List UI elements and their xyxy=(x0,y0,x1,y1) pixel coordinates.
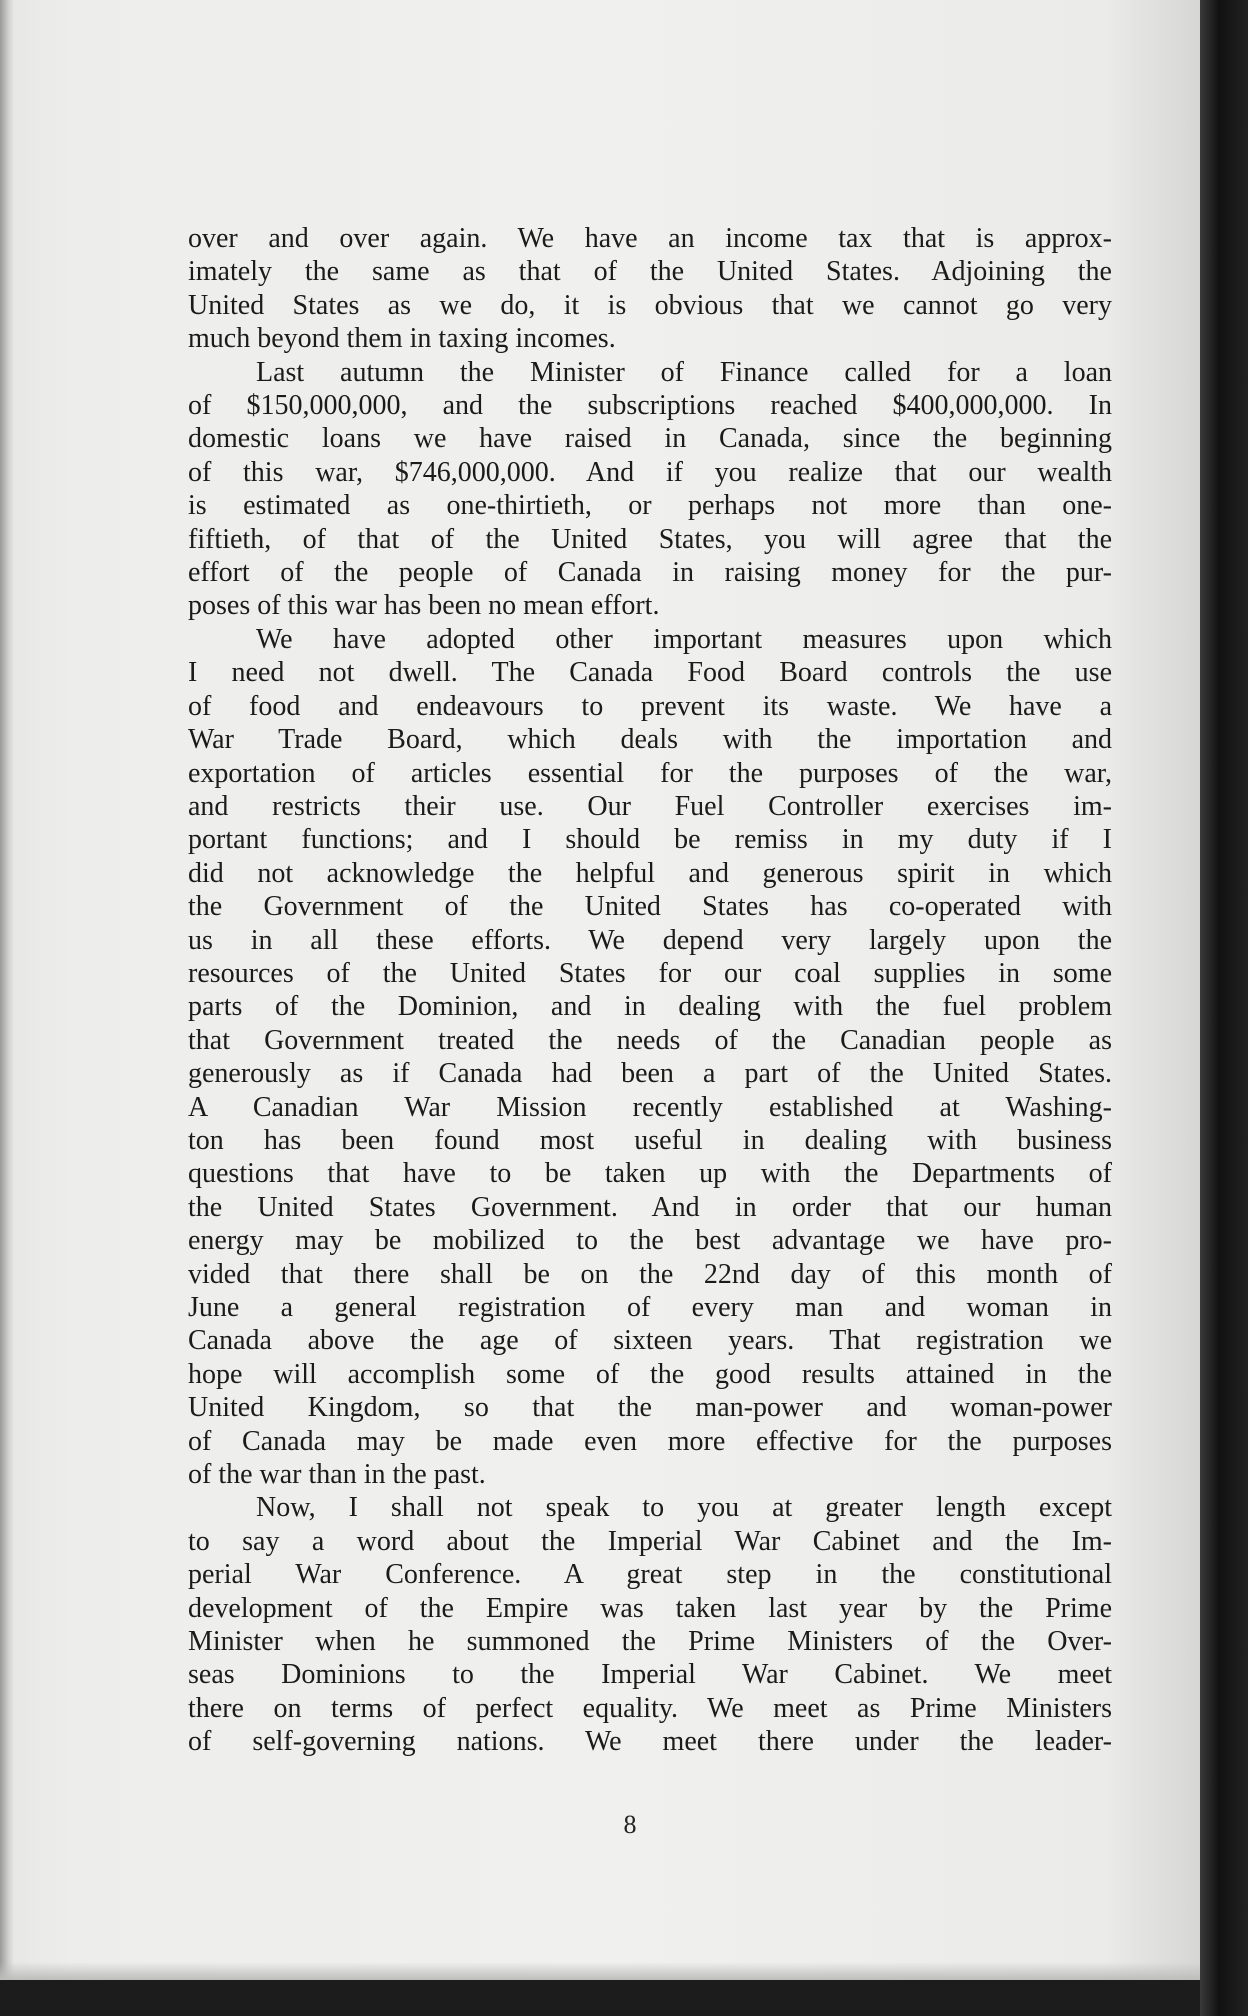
text-line: A Canadian War Mission recently established at Washing- xyxy=(188,1091,1112,1123)
text-line: of this war, $746,000,000. And if you realize that our wealth xyxy=(188,456,1112,488)
text-line: of food and endeavours to prevent its waste. We have a xyxy=(188,690,1112,722)
text-line: generously as if Canada had been a part of the United States. xyxy=(188,1058,1112,1090)
text-line: portant functions; and I should be remiss in my duty if I xyxy=(188,824,1112,856)
text-line: energy may be mobilized to the best advantage we have pro- xyxy=(188,1225,1112,1257)
text-line: of self-governing nations. We meet there under the leader- xyxy=(188,1726,1112,1758)
text-line: imately the same as that of the United States. Adjoining the xyxy=(188,256,1112,288)
text-line: effort of the people of Canada in raising money for the pur- xyxy=(188,557,1112,589)
text-line: is estimated as one-thirtieth, or perhaps not more than one- xyxy=(188,490,1112,522)
text-line: Now, I shall not speak to you at greater length except xyxy=(256,1492,1112,1524)
book-spine xyxy=(1200,0,1248,2016)
text-line: perial War Conference. A great step in the constitutional xyxy=(188,1559,1112,1591)
text-line: development of the Empire was taken last year by the Prime xyxy=(188,1592,1112,1624)
text-line: the United States Government. And in order that our human xyxy=(188,1191,1112,1223)
text-line: United States as we do, it is obvious that we cannot go very xyxy=(188,289,1112,321)
text-line: Minister when he summoned the Prime Ministers of the Over- xyxy=(188,1626,1112,1658)
page-left-edge xyxy=(0,0,14,1980)
text-line: parts of the Dominion, and in dealing with the fuel problem xyxy=(188,991,1112,1023)
text-line: hope will accomplish some of the good results attained in the xyxy=(188,1358,1112,1390)
text-line: and restricts their use. Our Fuel Controller exercises im- xyxy=(188,790,1112,822)
text-line: seas Dominions to the Imperial War Cabinet. We meet xyxy=(188,1659,1112,1691)
text-line: of the war than in the past. xyxy=(188,1459,486,1491)
text-line: that Government treated the needs of the Canadian people as xyxy=(188,1024,1112,1056)
text-line: us in all these efforts. We depend very largely upon the xyxy=(188,924,1112,956)
text-line: did not acknowledge the helpful and generous spirit in which xyxy=(188,857,1112,889)
text-line: War Trade Board, which deals with the importation and xyxy=(188,724,1112,756)
text-line: vided that there shall be on the 22nd day of this month of xyxy=(188,1258,1112,1290)
text-line: United Kingdom, so that the man-power and woman-power xyxy=(188,1392,1112,1424)
text-line: fiftieth, of that of the United States, you will agree that the xyxy=(188,523,1112,555)
text-line: Canada above the age of sixteen years. That registration we xyxy=(188,1325,1112,1357)
text-line: resources of the United States for our coal supplies in some xyxy=(188,957,1112,989)
text-line: I need not dwell. The Canada Food Board controls the use xyxy=(188,657,1112,689)
text-line: over and over again. We have an income tax that is approx- xyxy=(188,223,1112,254)
text-line: ton has been found most useful in dealing with business xyxy=(188,1124,1112,1156)
text-line: to say a word about the Imperial War Cabinet and the Im- xyxy=(188,1525,1112,1557)
text-line: the Government of the United States has co-operated with xyxy=(188,891,1112,923)
text-line: questions that have to be taken up with the Departments of xyxy=(188,1158,1112,1190)
text-line: We have adopted other important measures upon which xyxy=(256,623,1112,655)
text-line: there on terms of perfect equality. We meet as Prime Ministers xyxy=(188,1692,1112,1724)
page-bottom-edge xyxy=(0,1962,1200,1980)
text-line: of Canada may be made even more effective for the purposes xyxy=(188,1425,1112,1457)
text-line: poses of this war has been no mean effort. xyxy=(188,590,660,622)
text-line: domestic loans we have raised in Canada, since the beginning xyxy=(188,423,1112,455)
body-text xyxy=(188,222,1112,1759)
text-line: exportation of articles essential for the purposes of the war, xyxy=(188,757,1112,789)
text-line: much beyond them in taxing incomes. xyxy=(188,323,616,355)
text-line: of $150,000,000, and the subscriptions reached $400,000,000. In xyxy=(188,390,1112,422)
page-number: 8 xyxy=(623,1810,637,1839)
text-line: June a general registration of every man and woman in xyxy=(188,1292,1112,1323)
text-line: Last autumn the Minister of Finance called for a loan xyxy=(256,356,1112,388)
